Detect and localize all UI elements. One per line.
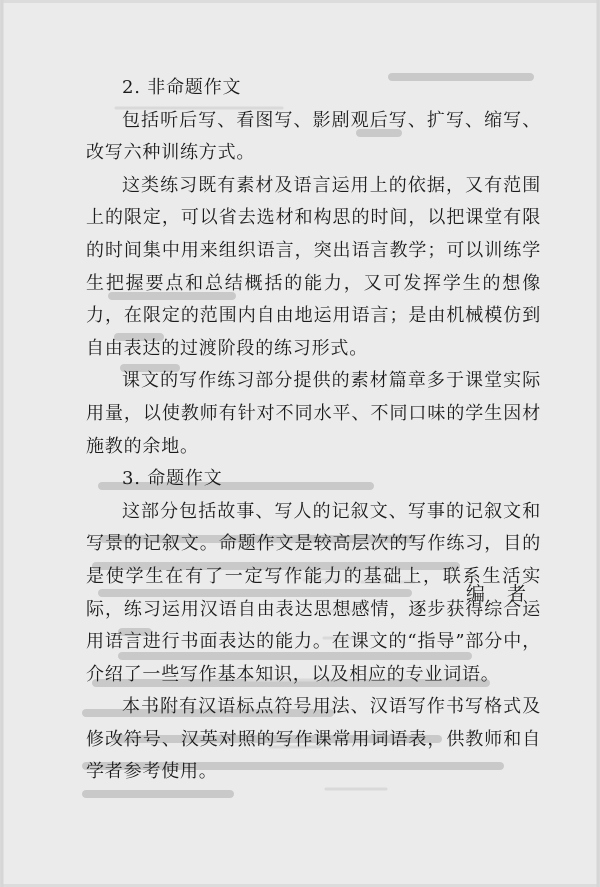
body-text	[86, 72, 541, 789]
paragraph-topic-writing: 这部分包括故事、写人的记叙文、写事的记叙文和写景的记叙文。命题作文是较高层次的写作练习，目的是使学生在有了一定写作能力的基础上，联系生活实际，练习运用汉语自由表达思想感情，逐步获得综合运用语言进行书面表达的能力。在课文的“指导”部分中，介绍了一些写作基本知识，以及相应的专业词语。	[86, 500, 541, 685]
paragraph-material-usage: 课文的写作练习部分提供的素材篇章多于课堂实际用量，以使教师有针对不同水平、不同口味的学生因材施教的余地。	[86, 370, 541, 457]
section-heading-non-topic-writing: 2. 非命题作文	[122, 77, 242, 98]
paragraph-training-types: 包括听后写、看图写、影剧观后写、扩写、缩写、改写六种训练方式。	[86, 109, 541, 164]
paragraph-appendix-note: 本书附有汉语标点符号用法、汉语写作书写格式及修改符号、汉英对照的写作课常用词语表，供教师和自学者参考使用。	[86, 696, 541, 783]
editor-signature: 编者	[466, 583, 549, 605]
paragraph-exercise-description: 这类练习既有素材及语言运用上的依据，又有范围上的限定，可以省去选材和构思的时间，以把课堂有限的时间集中用来组织语言，突出语言教学；可以训练学生把握要点和总结概括的能力，又可发挥学生的想像力，在限定的范围内自由地运用语言；是由机械模仿到自由表达的过渡阶段的练习形式。	[86, 174, 541, 359]
section-heading-topic-writing: 3. 命题作文	[122, 468, 223, 490]
